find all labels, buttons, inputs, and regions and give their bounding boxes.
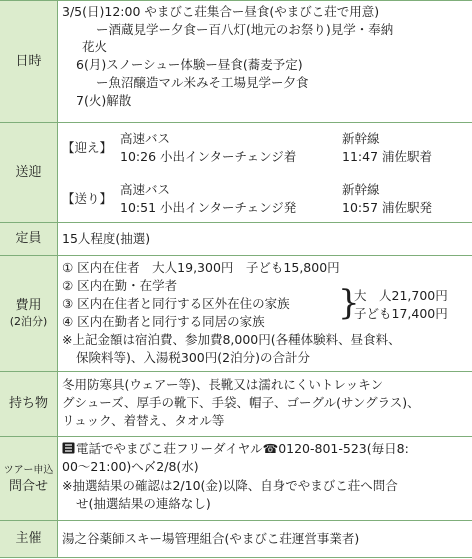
fees-header-main: 費用 (15, 297, 42, 313)
return-bus-title: 高速バス (120, 182, 171, 197)
fee-note-1: ※上記金額は宿泊費、参加費8,000円(各種体験料、昼食料、 (62, 332, 401, 347)
transport-header-text: 送迎 (15, 164, 42, 180)
belongings-line-2: グシューズ、厚手の靴下、手袋、帽子、ゴーグル(サングラス)、 (62, 395, 420, 410)
belongings-row (0, 372, 472, 437)
belongings-line-3: リュック、着替え、タオル等 (62, 413, 225, 428)
fee-group-brace: } (338, 283, 360, 323)
inquiry-header-sub: 問合せ (8, 478, 48, 494)
return-train-title: 新幹線 (342, 182, 380, 197)
organizer-row (0, 521, 472, 558)
schedule-row (0, 0, 472, 123)
going-train-detail: 11:47 浦佐駅着 (342, 149, 432, 164)
schedule-line-5: ー魚沼醸造マル米みそ工場見学ー夕食 (96, 75, 309, 90)
inquiry-header-main: ツアー申込 (3, 464, 54, 476)
schedule-line-3: 花火 (82, 39, 108, 54)
going-bus-detail: 10:26 小出インターチェンジ着 (120, 149, 297, 164)
transport-header (0, 123, 58, 222)
capacity-text: 15人程度(抽選) (62, 231, 151, 246)
schedule-line-6: 7(火)解散 (76, 93, 132, 108)
going-bus-title: 高速バス (120, 131, 171, 146)
organizer-header (0, 521, 58, 557)
schedule-header (0, 1, 58, 122)
inquiry-line-4: せ(抽選結果の連絡なし) (76, 496, 211, 511)
capacity-header (0, 223, 58, 255)
organizer-text: 湯之谷薬師スキー場管理組合(やまびこ荘運営事業者) (62, 531, 360, 546)
inquiry-header (0, 437, 58, 520)
inquiry-line-1 (62, 441, 409, 457)
going-label: 【迎え】 (62, 140, 113, 155)
inquiry-line-1-text: 電話でやまびこ荘フリーダイヤル☎0120-801-523(毎日8: (76, 441, 409, 456)
schedule-line-2: ー酒蔵見学ー夕食ー百八灯(地元のお祭り)見学・奉納 (96, 22, 394, 37)
schedule-header-text: 日時 (15, 53, 42, 69)
transport-row (0, 123, 472, 223)
fees-header-sub: (2泊分) (9, 314, 48, 328)
capacity-header-text: 定員 (15, 231, 42, 246)
belongings-header-text: 持ち物 (8, 396, 48, 411)
capacity-row (0, 223, 472, 256)
fee-note-2: 保険料等)、入湯税300円(2泊分)の合計分 (76, 350, 310, 365)
fee-line-1: ① 区内在住者 大人19,300円 子ども15,800円 (62, 260, 340, 275)
fees-header (0, 256, 58, 371)
belongings-header (0, 372, 58, 436)
fees-row (0, 256, 472, 372)
return-label: 【送り】 (62, 191, 113, 206)
return-train-detail: 10:57 浦佐駅発 (342, 200, 432, 215)
going-train-title: 新幹線 (342, 131, 380, 146)
inquiry-line-2: 00～21:00)へ〆2/8(水) (62, 459, 199, 474)
belongings-line-1: 冬用防寒具(ウェアー等)、長靴又は濡れにくいトレッキン (62, 377, 384, 392)
fee-group-child: 子ども17,400円 (354, 306, 448, 321)
fee-line-2: ② 区内在勤・在学者 (62, 278, 178, 293)
return-bus-detail: 10:51 小出インターチェンジ発 (120, 200, 297, 215)
fee-line-4: ④ 区内在勤者と同行する同居の家族 (62, 314, 265, 329)
schedule-line-1: 3/5(日)12:00 やまびこ荘集合ー昼食(やまびこ荘で用意) (62, 4, 380, 19)
fee-line-3: ③ 区内在住者と同行する区外在住の家族 (62, 296, 290, 311)
organizer-header-text: 主催 (15, 531, 42, 546)
schedule-line-4: 6(月)スノーシュー体験ー昼食(蕎麦予定) (76, 57, 303, 72)
fee-group-adult: 大 人21,700円 (354, 288, 448, 303)
inquiry-line-3: ※抽選結果の確認は2/10(金)以降、自身でやまびこ荘へ問合 (62, 478, 398, 493)
inquiry-row (0, 437, 472, 521)
phone-box-icon (62, 442, 75, 454)
